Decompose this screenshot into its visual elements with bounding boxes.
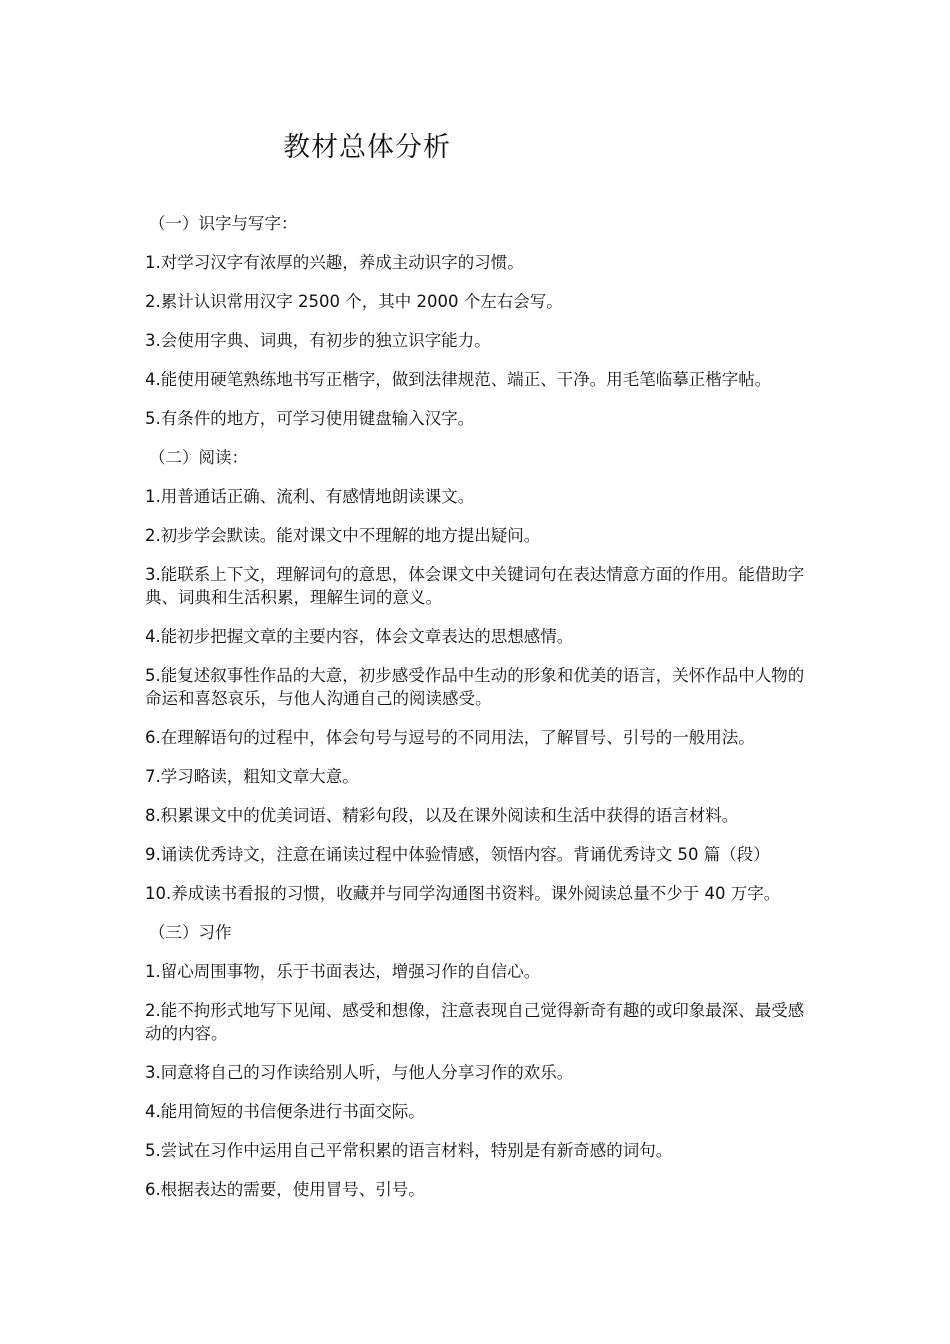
list-item: 3.会使用字典、词典，有初步的独立识字能力。 (145, 331, 491, 350)
list-item: 6.根据表达的需要，使用冒号、引号。 (145, 1180, 425, 1199)
list-item: 5.能复述叙事性作品的大意，初步感受作品中生动的形象和优美的语言，关怀作品中人物的命运和喜怒哀乐，与他人沟通自己的阅读感受。 (145, 666, 805, 708)
list-item: 1.对学习汉字有浓厚的兴趣，养成主动识字的习惯。 (145, 253, 524, 272)
list-item: 2.初步学会默读。能对课文中不理解的地方提出疑问。 (145, 526, 541, 545)
page-title: 教材总体分析 (283, 132, 451, 163)
section-heading-writing: （三）习作 (149, 923, 232, 942)
list-item: 4.能用简短的书信便条进行书面交际。 (145, 1102, 425, 1121)
list-item: 1.用普通话正确、流利、有感情地朗读课文。 (145, 487, 475, 506)
section-heading-reading: （二）阅读： (149, 448, 248, 467)
section-heading-literacy: （一）识字与写字： (149, 214, 298, 233)
list-item: 8.积累课文中的优美词语、精彩句段，以及在课外阅读和生活中获得的语言材料。 (145, 806, 739, 825)
list-item: 4.能初步把握文章的主要内容，体会文章表达的思想感情。 (145, 627, 574, 646)
list-item: 4.能使用硬笔熟练地书写正楷字，做到法律规范、端正、干净。用毛笔临摹正楷字帖。 (145, 370, 772, 389)
document-body (145, 212, 815, 1217)
list-item: 7.学习略读，粗知文章大意。 (145, 767, 359, 786)
list-item: 2.能不拘形式地写下见闻、感受和想像，注意表现自己觉得新奇有趣的或印象最深、最受感动的内容。 (145, 1001, 805, 1043)
list-item: 9.诵读优秀诗文，注意在诵读过程中体验情感，领悟内容。背诵优秀诗文 50 篇（段） (145, 845, 770, 864)
list-item: 10.养成读书看报的习惯，收藏并与同学沟通图书资料。课外阅读总量不少于 40 万字。 (145, 884, 781, 903)
list-item: 6.在理解语句的过程中，体会句号与逗号的不同用法，了解冒号、引号的一般用法。 (145, 728, 755, 747)
list-item: 3.能联系上下文，理解词句的意思，体会课文中关键词句在表达情意方面的作用。能借助字典、词典和生活积累，理解生词的意义。 (145, 565, 805, 607)
list-item: 5.有条件的地方，可学习使用键盘输入汉字。 (145, 409, 475, 428)
list-item: 2.累计认识常用汉字 2500 个，其中 2000 个左右会写。 (145, 292, 563, 311)
list-item: 1.留心周围事物，乐于书面表达，增强习作的自信心。 (145, 962, 541, 981)
list-item: 5.尝试在习作中运用自己平常积累的语言材料，特别是有新奇感的词句。 (145, 1141, 673, 1160)
list-item: 3.同意将自己的习作读给别人听，与他人分享习作的欢乐。 (145, 1063, 574, 1082)
